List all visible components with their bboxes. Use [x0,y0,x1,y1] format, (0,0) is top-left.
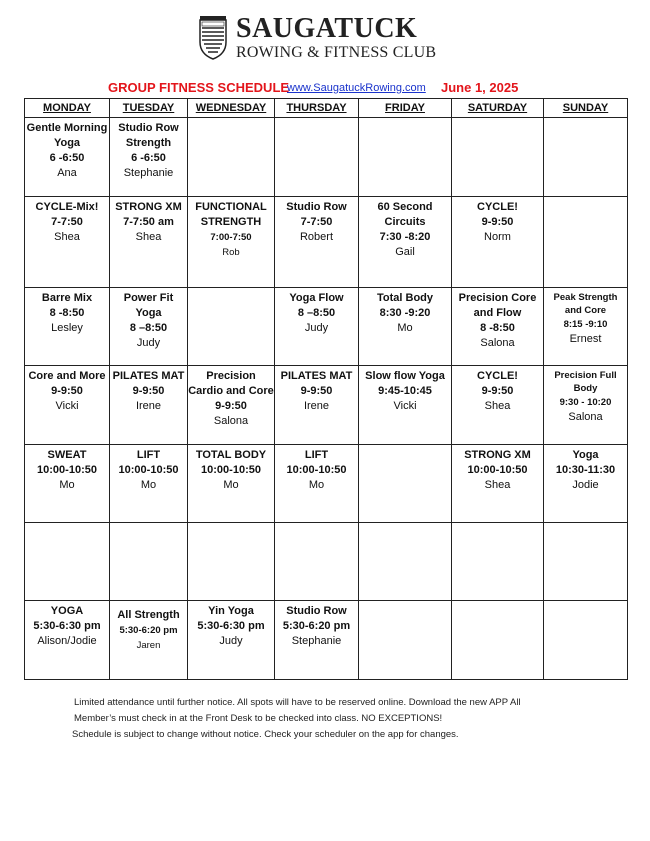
class-cell [110,366,188,445]
class-cell [359,197,452,288]
day-header-thursday: THURSDAY [275,99,359,118]
club-logo [198,14,438,62]
class-time: 7:30 -8:20 [379,231,431,243]
class-name: Barre Mix [41,292,93,304]
class-time: 10:00-10:50 [286,464,347,476]
class-time: 8 –8:50 [297,307,336,319]
day-header-tuesday: TUESDAY [110,99,188,118]
class-name: Yoga Flow [289,292,344,304]
class-instructor: Robert [299,231,334,243]
day-header-friday: FRIDAY [359,99,452,118]
class-instructor: Jaren [136,640,161,651]
class-cell [275,197,359,288]
class-name: Slow flow Yoga [365,370,445,382]
class-name: YOGA [50,605,84,617]
class-name: 60 Second Circuits [377,201,433,228]
class-instructor: Irene [135,400,162,412]
empty-cell [452,601,544,680]
class-time: 5:30-6:30 pm [197,620,265,632]
class-name: SWEAT [47,449,87,461]
class-cell [275,445,359,523]
note-line: Member’s must check in at the Front Desk to be checked into class. NO EXCEPTIONS! [74,713,443,724]
crest-icon [198,14,228,60]
class-name: All Strength [117,609,180,621]
class-name: Gentle Morning Yoga [26,122,108,149]
class-cell [452,197,544,288]
class-instructor: Judy [219,635,243,647]
empty-cell [544,197,628,288]
schedule-row [25,288,628,366]
class-name: PILATES MAT [112,370,185,382]
class-time: 5:30-6:20 pm [119,625,178,636]
day-header-sunday: SUNDAY [544,99,628,118]
class-cell [452,445,544,523]
class-cell [25,197,110,288]
class-cell [544,288,628,366]
class-time: 7-7:50 [51,216,83,228]
schedule-row [25,601,628,680]
class-time: 8 –8:50 [129,322,168,334]
class-instructor: Irene [303,400,330,412]
empty-cell [25,523,110,601]
class-instructor: Mo [397,322,413,334]
class-time: 9-9:50 [481,385,514,397]
class-time: 8 -8:50 [49,307,85,319]
website-link[interactable]: www.SaugatuckRowing.com [287,82,426,94]
class-instructor: Judy [304,322,329,334]
class-cell [110,197,188,288]
class-time: 8:15 -9:10 [563,319,608,330]
class-instructor: Stephanie [123,167,174,179]
empty-cell [544,523,628,601]
class-instructor: Shea [484,479,511,491]
empty-cell [544,601,628,680]
class-time: 5:30-6:30 pm [33,620,101,632]
class-time: 10:00-10:50 [201,464,261,476]
class-cell [275,366,359,445]
class-cell [25,601,110,680]
day-header-saturday: SATURDAY [452,99,544,118]
class-cell [188,366,275,445]
class-instructor: Salona [213,415,249,427]
class-instructor: Mo [140,479,157,491]
class-name: Core and More [28,370,106,382]
class-instructor: Rob [222,247,240,258]
class-cell [25,118,110,197]
class-name: Precision Full Body [554,370,617,394]
class-instructor: Mo [59,479,75,491]
class-time: 7-7:50 [300,216,333,228]
empty-cell [188,288,275,366]
class-instructor: Mo [308,479,325,491]
schedule-row [25,197,628,288]
class-name: Total Body [376,292,433,304]
class-time: 6 -6:50 [49,152,85,164]
class-name: CYCLE-Mix! [35,201,99,213]
class-name: CYCLE! [477,370,518,382]
class-time: 10:30-11:30 [555,464,616,476]
class-time: 5:30-6:20 pm [282,620,351,632]
class-name: Precision Cardio and Core [188,370,274,397]
class-time: 7:00-7:50 [210,232,252,243]
class-cell [275,601,359,680]
empty-cell [452,118,544,197]
class-name: Yoga [572,449,599,461]
class-cell [452,288,544,366]
class-instructor: Shea [484,400,511,412]
class-cell [110,288,188,366]
schedule-row [25,366,628,445]
class-time: 9-9:50 [215,400,247,412]
class-instructor: Salona [568,411,603,423]
class-time: 9-9:50 [300,385,333,397]
schedule-table [24,98,628,680]
class-name: Studio Row [286,605,347,617]
empty-cell [452,523,544,601]
class-name: Power Fit Yoga [123,292,174,319]
class-time: 8 -8:50 [480,322,515,334]
empty-cell [275,523,359,601]
class-name: Studio Row Strength [118,122,179,149]
class-name: LIFT [304,449,329,461]
class-cell [25,366,110,445]
class-cell [188,197,275,288]
class-cell [25,445,110,523]
class-name: LIFT [136,449,161,461]
empty-cell [275,118,359,197]
day-header-monday: MONDAY [25,99,110,118]
class-instructor: Ana [57,167,77,179]
class-instructor: Vicki [55,400,79,412]
class-cell [25,288,110,366]
class-name: PILATES MAT [280,370,353,382]
class-cell [110,601,188,680]
class-time: 9-9:50 [51,385,83,397]
day-header-wednesday: WEDNESDAY [188,99,275,118]
class-name: STRONG XM [464,449,531,461]
schedule-row [25,445,628,523]
empty-cell [359,523,452,601]
empty-cell [188,523,275,601]
empty-cell [188,118,275,197]
schedule-row [25,523,628,601]
class-time: 10:00-10:50 [118,464,179,476]
class-instructor: Salona [480,337,515,349]
class-cell [544,445,628,523]
class-cell [188,601,275,680]
class-instructor: Lesley [51,322,83,334]
class-instructor: Shea [54,231,80,243]
empty-cell [110,523,188,601]
class-instructor: Vicki [393,400,417,412]
class-instructor: Ernest [569,333,602,345]
class-name: FUNCTIONAL STRENGTH [195,201,267,228]
logo-title: SAUGATUCK [236,13,418,44]
class-name: Peak Strength and Core [553,292,618,316]
schedule-body [25,118,628,680]
class-time: 7-7:50 am [123,216,174,228]
class-time: 9-9:50 [132,385,165,397]
class-name: Studio Row [286,201,347,213]
class-time: 9-9:50 [481,216,514,228]
schedule-date: June 1, 2025 [441,80,519,95]
class-instructor: Gail [395,246,415,258]
empty-cell [359,445,452,523]
class-time: 9:30 - 10:20 [559,397,612,408]
class-cell [452,366,544,445]
class-cell [275,288,359,366]
class-instructor: Shea [135,231,162,243]
class-instructor: Jodie [572,479,599,491]
class-name: CYCLE! [477,201,518,213]
class-time: 10:00-10:50 [467,464,528,476]
note-line: Schedule is subject to change without notice. Check your scheduler on the app for changes. [72,729,459,740]
class-name: Yin Yoga [208,605,254,617]
class-name: Precision Core and Flow [458,292,537,319]
empty-cell [359,118,452,197]
class-cell [188,445,275,523]
class-instructor: Mo [223,479,239,491]
schedule-title: GROUP FITNESS SCHEDULE [108,80,290,95]
class-cell [359,366,452,445]
logo-subtitle: ROWING & FITNESS CLUB [236,44,437,61]
empty-cell [359,601,452,680]
class-cell [544,366,628,445]
notes [74,695,574,743]
class-instructor: Stephanie [291,635,342,647]
class-instructor: Norm [484,231,511,243]
day-header-row [25,99,628,118]
class-time: 6 -6:50 [131,152,166,164]
class-time: 8:30 -9:20 [379,307,431,319]
schedule-header [0,80,650,98]
note-line: Limited attendance until further notice. All spots will have to be reserved online. Download the new APP All [74,697,521,708]
empty-cell [544,118,628,197]
class-name: STRONG XM [115,201,182,213]
class-instructor: Alison/Jodie [37,635,97,647]
class-instructor: Judy [136,337,161,349]
class-time: 10:00-10:50 [37,464,97,476]
class-cell [110,445,188,523]
class-cell [359,288,452,366]
class-cell [110,118,188,197]
schedule-row [25,118,628,197]
class-name: TOTAL BODY [195,449,267,461]
class-time: 9:45-10:45 [378,385,432,397]
